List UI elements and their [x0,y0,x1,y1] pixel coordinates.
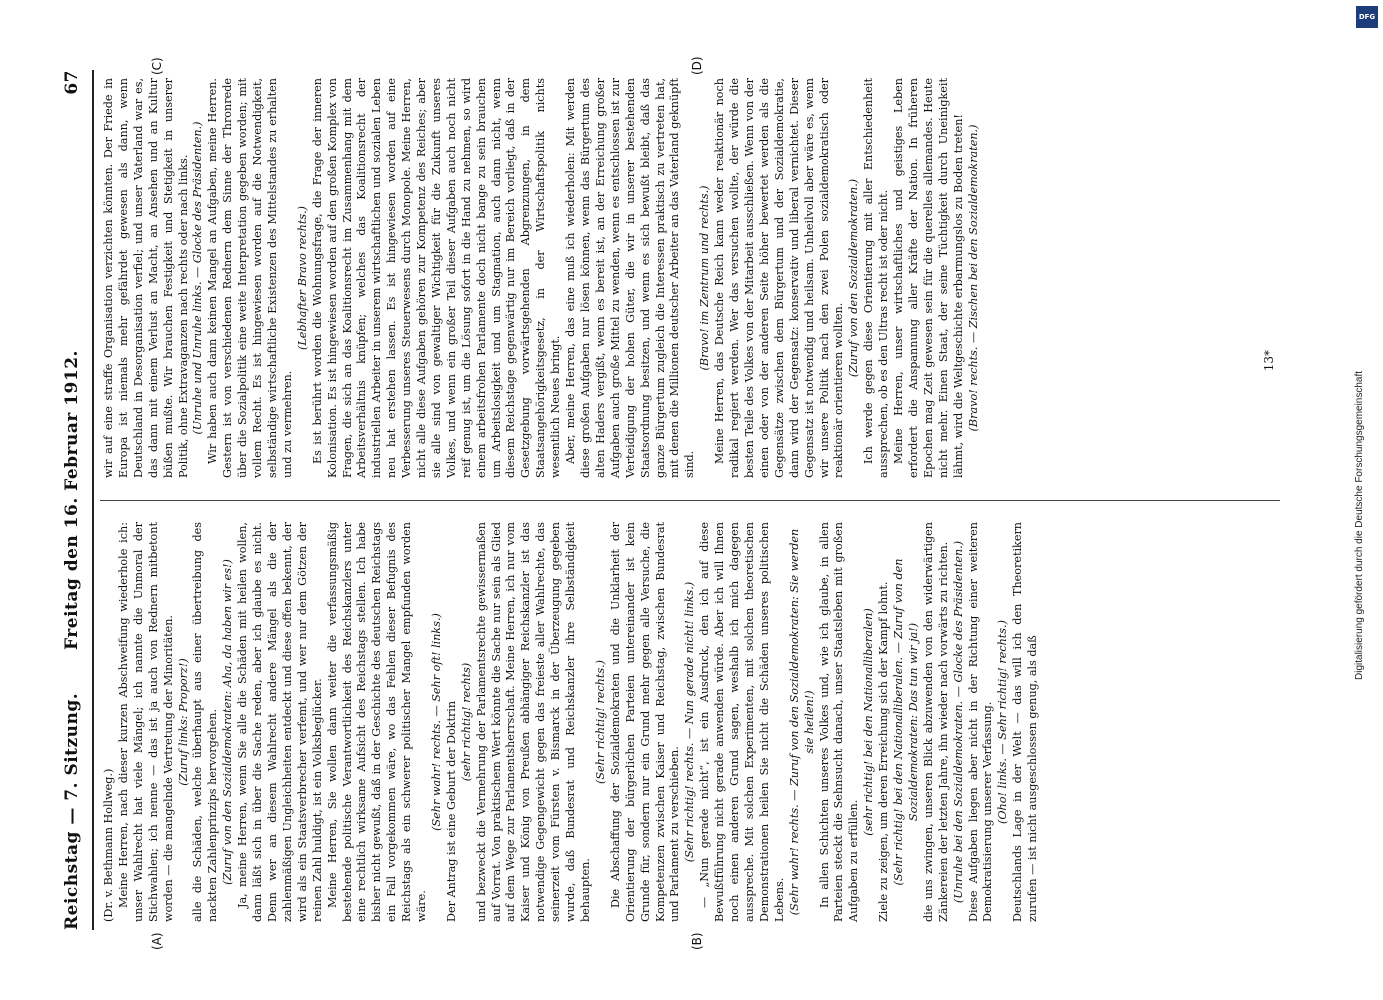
interjection: (Sehr richtig! rechts.) [593,659,607,785]
left-column [102,522,1041,922]
dfg-logo: DFG [1356,6,1378,28]
interjection: (Zuruf von den Sozialdemokraten.) [847,178,861,378]
header-left: Reichstag — 7. Sitzung. [62,692,82,930]
page-header [48,70,88,930]
interjection: (sehr richtig! rechts) [459,662,473,782]
page-number: 67 [62,70,82,95]
paragraph: Meine Herren, unser wirtschaftliches und geistiges Leben erfordert die Anspannung aller Kräfte der Nation. In früheren Epochen mag Zeit gewesen sein für die querelles allemandes. Heute nicht mehr. Einen Staat, der seine Tüchtigkeit durch Uneinigkeit lähmt, wird die Weltgeschichte erbarmungslos zu Boden treten! [892,78,965,478]
paragraph: Deutschlands Lage in der Welt — das will ich den Theoretikern zurufen — ist nicht ausgeschlossen genug, als daß [1011,522,1040,922]
paragraph: Wir haben auch dann keinen Mangel an Aufgaben, meine Herren. Gestern ist von verschiedenen Rednern dem Sinne der Thronrede über die Sozialpolitik eine weite Interpretation gegeben worden; mit vollem Recht. Es ist hingewiesen worden auf die Notwendigkeit, selbständige wirtschaftliche Existenzen des Mittelstandes zu erhalten und zu vermehren. [206,78,294,478]
paragraph: Ja, meine Herren, wenn Sie alle die Schäden mit heilen wollen, dann läßt sich in über die Sache reden, aber ich glaube es nicht. Denn wer an diesem Wahlrecht andere Mängel als die der zahlenmäßigen Ungleichheiten entdeckt und diese offen bekennt, der wird als ein Staatsverbrecher verfemt, und wer nur dem Götzen der reinen Zahl huldigt, ist ein Volksbeglücker. [236,522,324,922]
margin-mark-a: (A) [150,932,164,950]
paragraph: Ziele zu zeigen, um deren Erreichung sich der Kampf lohnt. [877,581,891,922]
paragraph: Ich werde gegen diese Orientierung mit aller Entschiedenheit aussprechen, ob es den Ultras recht ist oder nicht. [862,78,891,478]
interjection: (Unruhe und Unruhe links. — Glocke des Präsidenten.) [191,121,205,435]
paragraph: alle die Schäden, welche überhaupt aus einer übertreibung des nackten Zahlenprinzips hervorgehen. [191,522,220,922]
paragraph: Meine Herren, Sie wollen dann weiter die verfassungsmäßig bestehende politische Verantwortlichkeit des Reichskanzlers unter eine rechtlich wirksame Aufsicht des Reichstags stellen. Ich habe bisher nicht gewußt, daß in der Geschichte des deutschen Reichstags ein Fall vorgekommen wäre, wo das Fehlen dieser Befugnis des Reichstags als ein schwerer politischer Mangel empfunden worden wäre. [325,522,429,922]
interjection: (Lebhafter Bravo rechts.) [295,205,309,351]
interjection: (Sehr wahr! rechts. — Zuruf von den Sozialdemokraten: Sie werden sie heilen!) [787,528,816,916]
paragraph: Aber, meine Herren, das eine muß ich wiederholen: Mit werden diese großen Aufgaben nur lösen können, wenn das Bürgertum des alten Haders vergißt, wenn es bereit ist, an der Erreichung großer Aufgaben auch große Mittel zu wenden, wenn es entschlossen ist zur Verteidigung der hohen Güter, die wir in unserer bestehenden Staatsordnung besitzen, und wenn es sich bewußt bleibt, daß das ganze Bürgertum zugleich die Interessen praktisch zu vertreten hat, mit denen die Millionen deutscher Arbeiter an das Vaterland geknüpft sind. [564,78,697,478]
paragraph: Meine Herren, das Deutsche Reich kann weder reaktionär noch radikal regiert werden. Wer das versuchen wollte, der würde die besten Teile des Volkes von der Mitarbeit ausschließen. Wenn von der einen oder von der anderen Seite höher bewertet werden als die Gegensätze zwischen dem Bürgertum und der Sozialdemokratie, dann wird der Gegensatz: konservativ und liberal vernichtet. Dieser Gegensatz ist notwendig und heilsam. Unheilvoll aber wäre es, wenn wir unsere Politik nach den zwei Polen sozialdemokratisch oder reaktionär orientieren wollten. [713,78,846,478]
interjection: (Bravo! rechts. — Zischen bei den Sozialdemokraten.) [966,124,980,432]
margin-mark-b: (B) [690,932,704,950]
header-date: Freitag den 16. Februar 1912. [62,350,82,650]
credit-text: Digitalisierung gefördert durch die Deutsche Forschungsgemeinschaft [1354,370,1365,680]
paragraph: (Dr. v. Bethmann Hollweg.) [102,768,115,922]
paragraph: Es ist berührt worden die Wohnungsfrage, die Frage der inneren Kolonisation. Es ist hingewiesen worden auf den großen Komplex von Fragen, die sich an das Koalitionsrecht im Zusammenhang mit dem Arbeitsverhältnis knüpfen; welches das Koalitionsrecht der industriellen Arbeiter in unserem wirtschaftlichen und sozialen Leben neu hat erstehen lassen. Es ist hingewiesen worden auf eine Verbesserung unseres Steuerwesens durch Monopole. Meine Herren, nicht alle diese Aufgaben gehören zur Kompetenz des Reiches; aber sie alle sind von gewaltiger Wichtigkeit für die Zukunft unseres Volkes, und wenn ein großer Teil dieser Aufgaben auch noch nicht reif genug ist, um die Lösung sofort in die Hand zu nehmen, so wird einem arbeitsfrohen Parlamente doch nicht bange zu sein brauchen um Arbeitslosigkeit und um Stagnation, auch dann nicht, wenn diesem Reichstage gegenwärtig nur im Bereich vorliegt, daß in der Gesetzgebung vorwärtsgehenden Abgrenzungen, in dem Staatsangehörigkeitsgesetz, in der Wirtschaftspolitik nichts wesentlich Neues bringt. [310,78,563,478]
interjection: (Sehr richtig! bei den Nationalliberalen. — Zuruf von den Sozialdemokraten: Das tun wir ja!) [892,558,920,886]
paragraph: In allen Schichten unseres Volkes und, wie ich glaube, in allen Parteien steckt die Sehnsucht danach, unser Staatsleben mit großen Aufgaben zu erfüllen. [817,522,861,922]
interjection: (sehr richtig! bei den Nationalliberalen) [862,608,876,836]
credit-strip [1354,0,1380,1000]
paragraph: die uns zwingen, unseren Blick abzuwenden von den widerwärtigen Zänkereien der letzten Jahre, ihn wieder nach vorwärts zu richten. [921,522,950,922]
interjection: (Unruhe bei den Sozialdemokraten. — Glocke des Präsidenten.) [951,540,965,904]
paragraph: wir auf eine straffe Organisation verzichten könnten. Der Friede in Europa ist niemals mehr gefährdet gewesen als dann, wenn Deutschland in Desorganisation verfiel; und unser Vaterland war es, das dann mit einem Verlust an Macht, an Ansehen und an Kultur büßen mußte. Wir brauchen Festigkeit und Stetigkeit in unserer Politik, ohne Extravaganzen nach rechts oder nach links. [102,78,190,478]
interjection: (Bravo! im Zentrum und rechts.) [698,185,712,371]
paragraph: — „Nun gerade nicht“, ist ein Ausdruck, den ich auf diese Bewußtführung nicht gerade anwenden würde. Aber ich will Ihnen noch einen anderen Grund sagen, weshalb ich mich dagegen ausspreche. Mit solchen Experimenten, mit solchen theoretischen Demonstrationen heilen Sie nicht die Schäden unseres politischen Lebens. [698,522,786,922]
right-column [102,78,981,478]
header-rule [92,70,94,930]
paragraph: Meine Herren, nach dieser kurzen Abschweifung wiederhole ich: unser Wahlrecht hat viele Mängel; ich nannte die Unmoral der Stichwahlen; ich nenne — das ist ja auch von Rednern mitbetont worden — die mangelnde Vertretung der Minoritäten. [116,522,175,922]
interjection: (Sehr wahr! rechts. — Sehr oft! links.) [429,613,443,831]
paragraph: und bezweckt die Vermehrung der Parlamentsrechte gewissermaßen auf Vorrat. Von praktischem Wert könnte die Sache nur sein als Glied auf dem Wege zur Parlamentsherrschaft. Meine Herren, ich nur vom Kaiser und König von Preußen abhängiger Reichskanzler ist das notwendige Gegengewicht gegen das freieste aller Wahlrechte, das seinerzeit vom Fürsten v. Bismarck in der Überzeugung gegeben wurde, daß Bundesrat und Reichskanzler ihre Selbständigkeit behaupten. [474,522,592,922]
column-divider [100,500,1280,501]
interjection: (Zuruf von den Sozialdemokraten: Aha, da haben wir es!) [221,559,235,885]
paragraph: Die Abschaffung der Sozialdemokraten und die Unklarheit der Orientierung der bürgerlichen Parteien untereinander ist kein Grunde für, sondern nur ein Grund mehr gegen alle Versuche, die Kompetenzen zwischen Kaiser und Reichstag, zwischen Bundesrat und Parlament zu verschieben. [608,522,682,922]
interjection: (Zuruf links: Proporz!) [176,658,190,786]
margin-mark-d: (D) [690,56,704,75]
paragraph: Diese Aufgaben liegen aber nicht in der Richtung einer weiteren Demokratisierung unserer Verfassung. [966,522,995,922]
interjection: (Oho! links. — Sehr richtig! rechts.) [996,620,1010,824]
margin-mark-c: (C) [150,57,164,75]
paragraph: Der Antrag ist eine Geburt der Doktrin [444,700,458,922]
interjection: (Sehr richtig! rechts. — Nun gerade nicht! links.) [683,581,697,863]
sheet-signature: 13* [1262,350,1276,372]
